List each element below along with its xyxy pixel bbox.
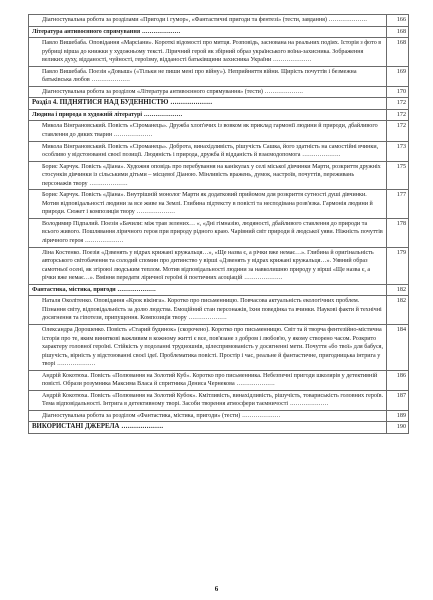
toc-page-number: 178 <box>387 218 409 247</box>
toc-entry-title <box>29 284 387 296</box>
toc-entry-title <box>29 161 387 190</box>
toc-page-number: 172 <box>387 98 409 110</box>
toc-entry-title <box>29 15 387 27</box>
toc-entry-row <box>29 141 409 161</box>
toc-section-row <box>29 26 409 38</box>
toc-title-text: Микола Вінграновський. Повість «Сіроманець». Доброта, винахідливість, рішучість Сашка, його здатність на самостійні вчинки, особливо у відстоюванні своєї позиції. Людяність і природа, дружба й відданість й взаємодопомога <box>42 143 379 159</box>
toc-page-number: 182 <box>387 296 409 325</box>
toc-title-text: Андрій Кокотюха. Повість «Полювання на Золотий Кубок». Кмітливість, винахідливість, рішучість, товариськість головних героїв. Тема відповідальності. Інтрига в детективному творі. Засоби творення атмосфери таємничості <box>42 392 384 408</box>
toc-entry-title <box>29 66 387 86</box>
toc-title-text: Розділ 4. ПІДНЯТИСЯ НАД БУДЕННІСТЮ <box>32 99 169 107</box>
toc-title-text: Павло Вишебаба. Оповідання «Марсіани». Короткі відомості про митця. Розповідь, заснована на реальних подіях. Історія з фото в рубриці вірша до книжки у художньому тексті. Ліричний герой як збірний образ українського воїна-захисника. Зображення великих духу, відданості, чуйності, героїзму, відданості батьківщини захисника України <box>42 40 382 64</box>
leader-dots: .................... <box>168 99 213 107</box>
toc-title-text: Діагностувальна робота за розділами «Пригоди і гумор», «Фантастичні пригоди та фентезі» (тести, завдання) <box>42 17 327 23</box>
toc-entry-row <box>29 86 409 98</box>
toc-title-text: ВИКОРИСТАНІ ДЖЕРЕЛА <box>32 423 120 431</box>
toc-entry-row <box>29 370 409 390</box>
leader-dots: .................... <box>262 88 304 95</box>
toc-page-number: 189 <box>387 410 409 422</box>
toc-part-row <box>29 98 409 110</box>
toc-title-text: Борис Харчук. Повість «Діана». Художня оповідь про перебування на канікулах у селі міської дівчинки Марти, розкриття дружніх стосунків дівчинки із сільськими дітьми – місцевої Діаною. Мінливість вражень, думок, настроїв, почуттів, переживань персонажів твору <box>42 163 381 187</box>
toc-page-number: 172 <box>387 109 409 121</box>
toc-page-number: 177 <box>387 190 409 219</box>
toc-title-text: Діагностувальна робота за розділом «Фантастика, містика, пригоди» (тести) <box>42 412 241 419</box>
toc-page-number: 168 <box>387 26 409 38</box>
toc-title-text: Андрій Кокотюха. Повість «Полювання на Золотий Куб». Коротко про письменника. Небезпечні пригоди школярів у детективній повісті. Образи розумника Максима Власа й спритника Дениса Чернекова <box>42 372 378 388</box>
leader-dots: .................... <box>300 152 341 159</box>
leader-dots: .................... <box>83 238 124 245</box>
leader-dots: .................... <box>112 132 153 139</box>
toc-entry-title <box>29 324 387 370</box>
leader-dots: .................... <box>288 401 329 408</box>
leader-dots: .................... <box>326 17 368 23</box>
toc-page-number: 186 <box>387 370 409 390</box>
leader-dots: .................... <box>240 412 281 419</box>
toc-entry-title <box>29 218 387 247</box>
toc-page-number: 168 <box>387 38 409 67</box>
toc-page-number: 182 <box>387 284 409 296</box>
leader-dots: .................... <box>134 209 176 216</box>
toc-title-text: Олександра Дорошенко. Повість «Старий будинок» (скорочено). Коротко про письменницю. Світ та й творча фентезійно-містична історія про те, яким виняткові важливим в кожному житті є все, пов'язане з добром і любов'ю, у якому створено часом. Розкрито характеру головної героїні. Стійкість у подоланні трудношнів, цілеспрямованість у досягненні мети. Почуття «бо твої» для бабуся, рішучість, вірність у відстоюванні своєї ідеї. Проблематика повісті. Простір і час, реальне й фантастичне, пригодницька інтрига у творі <box>42 326 383 368</box>
leader-dots: .................... <box>271 57 312 64</box>
toc-entry-row <box>29 161 409 190</box>
leader-dots: .................... <box>119 423 164 431</box>
toc-section-row <box>29 109 409 121</box>
table-of-contents <box>28 14 409 434</box>
toc-title-text: Література антивоєнного спрямування <box>32 28 141 35</box>
toc-entry-row <box>29 15 409 27</box>
toc-entry-row <box>29 190 409 219</box>
toc-entry-title <box>29 98 387 110</box>
toc-title-text: Наталя Околітенко. Оповідання «Крок вікінга». Коротко про письменницю. Повчасова актуальність екологічних проблем. Пізнання світу, відповідальність за долю людства. Емоційний стан персонажів, їхня поведінка та вчинки. Наукові факти й технічні досягнення та гіпотези, припущення. Композиція твору <box>42 298 382 322</box>
toc-entry-title <box>29 190 387 219</box>
toc-entry-row <box>29 390 409 410</box>
toc-entry-title <box>29 370 387 390</box>
toc-entry-title <box>29 296 387 325</box>
toc-page-number: 170 <box>387 86 409 98</box>
toc-title-text: Борис Харчук. Повість «Діана». Внутрішній монолог Марти як додатковий прийомом для розкриття сутності душі дівчинки. Мотив відповідальності людини за все живе на Землі. Глибина підтексту в повісті та несподівана розв'язка. Гармонія людини й природи. Сюжет і композиція твору <box>42 192 373 216</box>
leader-dots: .................... <box>234 381 276 388</box>
toc-page-number: 187 <box>387 390 409 410</box>
toc-entry-title <box>29 86 387 98</box>
page-number: 6 <box>214 585 219 593</box>
toc-title-text: Ліна Костенко. Поезія «Дзвенять у відрах крижані кружальця…», «Ще назва є, а річки вже немає…». Глибина й оригінальність авторського світобачення та солодий спомин про дитинство у вірші «Дзвенять у відрах крижані кружальця…». Уявний образ самотньої осені, як згіроюі людським теплом. Мотив відповідальності людини за навколишню природу у вірші «Ще назва є, а річки вже немає…». Вміння передати ліричної героїні й поетичних асоціацій <box>42 249 374 282</box>
leader-dots: .................... <box>186 315 228 322</box>
toc-title-text: Микола Вінграновський. Повість «Сіроманець». Дружба хлоп'ячих із вовком як приклад гармонії людини й природи, дбайливого ставлення до диких тварин <box>42 123 378 139</box>
toc-entry-title <box>29 247 387 284</box>
toc-entry-row <box>29 66 409 86</box>
toc-section-row <box>29 284 409 296</box>
toc-title-text: Володимир Підпалий. Поезія «Бачили: між трав зелених… «, «Дні гімназію, людяності, дбайливого ставлення до природи та всього живого. Пошлявання ліричного героя при природу рідного краю. Чарівний світ природи й людської уяви. Ніжність почуттів ліричного героя <box>42 220 383 245</box>
toc-entry-row <box>29 296 409 325</box>
leader-dots: .................... <box>115 286 157 293</box>
leader-dots: .................... <box>140 28 181 35</box>
toc-entry-row <box>29 38 409 67</box>
toc-page-number: 184 <box>387 324 409 370</box>
toc-title-text: Павло Вишебаба. Поезія «Довыш» («Тільки не пиши мені про війну»). Неприйняття війни. Щирість почуттів і безмежна батьківська любов <box>42 68 357 84</box>
toc-title-text: Фантастика, містика, пригоди <box>32 286 116 293</box>
toc-page-number: 169 <box>387 66 409 86</box>
toc-part-row <box>29 422 409 434</box>
toc-page-number: 190 <box>387 422 409 434</box>
toc-entry-title <box>29 422 387 434</box>
toc-entry-row <box>29 121 409 141</box>
toc-entry-title <box>29 141 387 161</box>
toc-page-number: 175 <box>387 161 409 190</box>
leader-dots: .................... <box>55 361 96 368</box>
toc-entry-row <box>29 247 409 284</box>
toc-entry-title <box>29 109 387 121</box>
leader-dots: .................... <box>242 275 283 282</box>
toc-entry-row <box>29 324 409 370</box>
toc-entry-title <box>29 38 387 67</box>
leader-dots: .................... <box>142 111 183 118</box>
toc-entry-title <box>29 390 387 410</box>
toc-page-number: 173 <box>387 141 409 161</box>
leader-dots: .................... <box>89 77 131 84</box>
toc-entry-title <box>29 410 387 422</box>
toc-entry-row <box>29 218 409 247</box>
toc-page-number: 166 <box>387 15 409 27</box>
leader-dots: .................... <box>87 180 128 187</box>
toc-title-text: Діагностувальна робота за розділом «Література антивоєнного спрямування» (тести) <box>42 88 263 95</box>
toc-entry-row <box>29 410 409 422</box>
toc-entry-title <box>29 26 387 38</box>
toc-page-number: 172 <box>387 121 409 141</box>
toc-page-number: 179 <box>387 247 409 284</box>
toc-entry-title <box>29 121 387 141</box>
toc-title-text: Людина і природа в художній літературі <box>32 111 143 118</box>
